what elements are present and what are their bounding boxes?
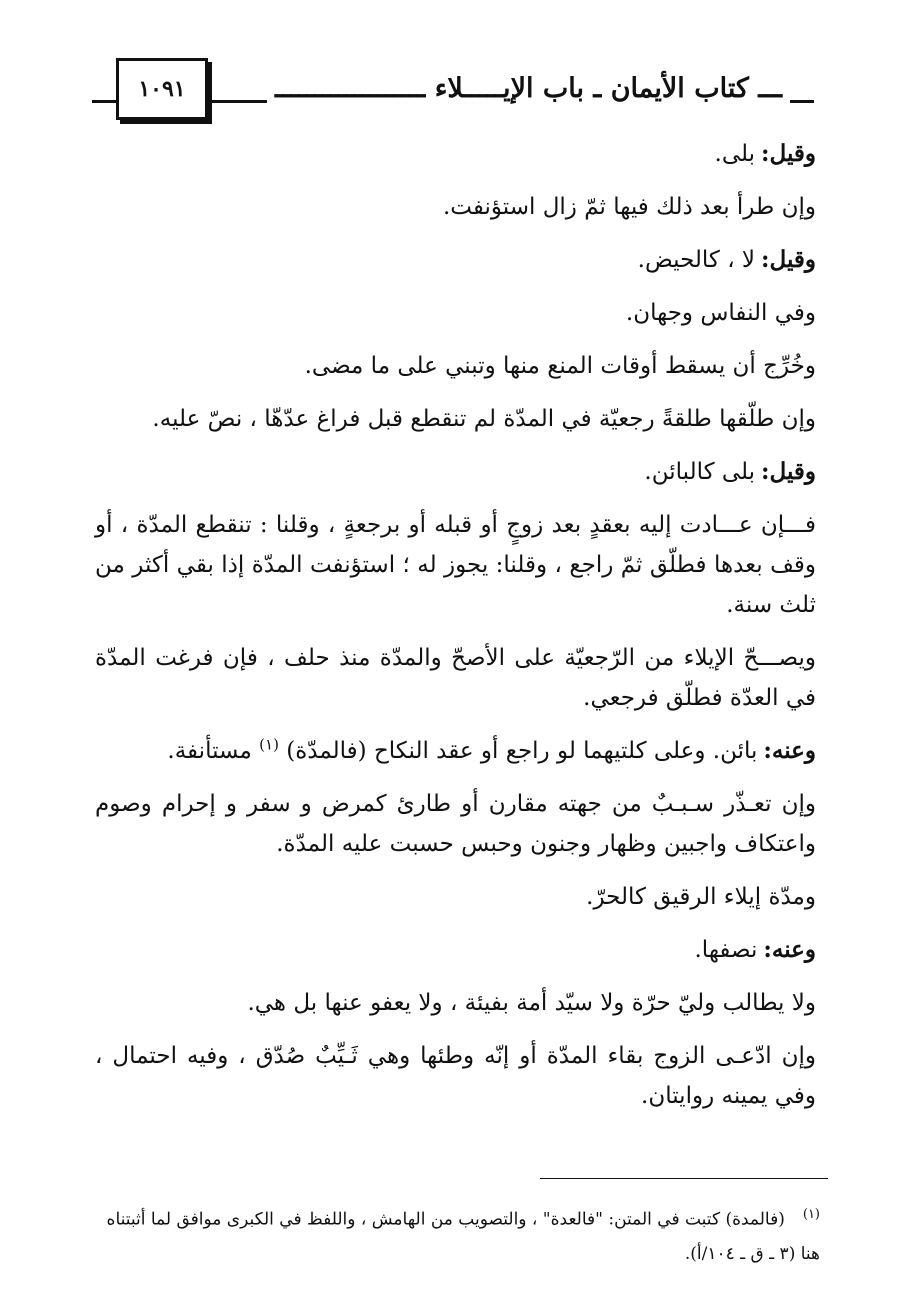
paragraph [95,505,816,625]
footnote-reference[interactable]: (١) [259,735,279,754]
paragraph [95,983,816,1023]
paragraph-text: وفي النفاس وجهان. [625,300,816,326]
paragraph-text: ويصـــحّ الإيلاء من الرّجعيّة على الأصحّ والمدّة منذ حلف ، فإن فرغت المدّة في العدّة فطلّق فرجعي. [95,645,816,711]
paragraph [95,399,816,439]
paragraph [95,134,816,174]
paragraph-text: ولا يطالب وليّ حرّة ولا سيّد أمة بفيئة ، ولا يعفو عنها بل هي. [247,990,816,1016]
paragraph-text: بلى كالبائن. [644,459,756,485]
paragraph-label: وقيل: [761,246,816,273]
paragraph-text: وإن طرأ بعد ذلك فيها ثمّ زال استؤنفت. [442,194,816,220]
paragraph [95,784,816,864]
paragraph [95,293,816,333]
paragraph [95,930,816,970]
paragraph [95,452,816,492]
paragraph [95,1036,816,1116]
footnote [95,1198,820,1271]
paragraph-label: وقيل: [761,458,816,485]
paragraph-label: وعنه: [763,936,816,963]
paragraph [95,877,816,917]
paragraph-text: بلى. [714,141,756,167]
paragraph-text: وإن تعـذّر سـبـبٌ من جهته مقارن أو طارئ كمرض و سفر و إحرام وصوم واعتكاف واجبين وظهار وجنون وحبس حسبت عليه المدّة. [95,791,816,857]
paragraph-text: مستأنفة. [167,738,252,764]
paragraph [95,187,816,227]
paragraph-text: فـــإن عـــادت إليه بعقدٍ بعد زوجٍ أو قبله أو برجعةٍ ، وقلنا : تنقطع المدّة ، أو وقف بعدها فطلّق ثمّ راجع ، وقلنا: يجوز له ؛ استؤنفت المدّة إذا بقي أكثر من ثلث سنة. [95,512,816,618]
paragraph [95,240,816,280]
body-text [95,134,816,1129]
paragraph-label: وقيل: [761,140,816,167]
paragraph [95,731,816,771]
paragraph-text: ومدّة إيلاء الرقيق كالحرّ. [586,884,816,910]
paragraph-text: لا ، كالحيض. [637,247,756,273]
paragraph-text: وإن طلّقها طلقةً رجعيّة في المدّة لم تنقطع قبل فراغ عدّهّا ، نصّ عليه. [152,406,816,432]
paragraph-label: وعنه: [763,737,816,764]
running-header-title: ـــ كتاب الأيمان ـ باب الإيـــــلاء ـــــــــــــــــــ [267,72,790,106]
paragraph [95,346,816,386]
page-number: ١٠٩١ [138,76,186,102]
paragraph [95,638,816,718]
footnote-text: (فالمدة) كتبت في المتن: "فالعدة" ، والتصويب من الهامش ، واللفظ في الكبرى موافق لما أثبتناه هنا (٣ ـ ق ـ ١٠٤/أ). [106,1209,820,1264]
paragraph-text: بائن. وعلى كلتيهما لو راجع أو عقد النكاح (فالمدّة) [286,738,758,764]
paragraph-text: وإن ادّعـى الزوج بقاء المدّة أو إنّه وطئها وهي ثَـيِّبٌ صُدّق ، وفيه احتمال ، وفي يمينه روايتان. [95,1043,816,1109]
page-number-box [116,58,208,120]
paragraph-text: نصفها. [694,937,758,963]
paragraph-text: وخُرِّج أن يسقط أوقات المنع منها وتبني على ما مضى. [304,353,816,379]
footnote-separator [540,1178,828,1179]
footnote-number: (١) [802,1207,820,1222]
